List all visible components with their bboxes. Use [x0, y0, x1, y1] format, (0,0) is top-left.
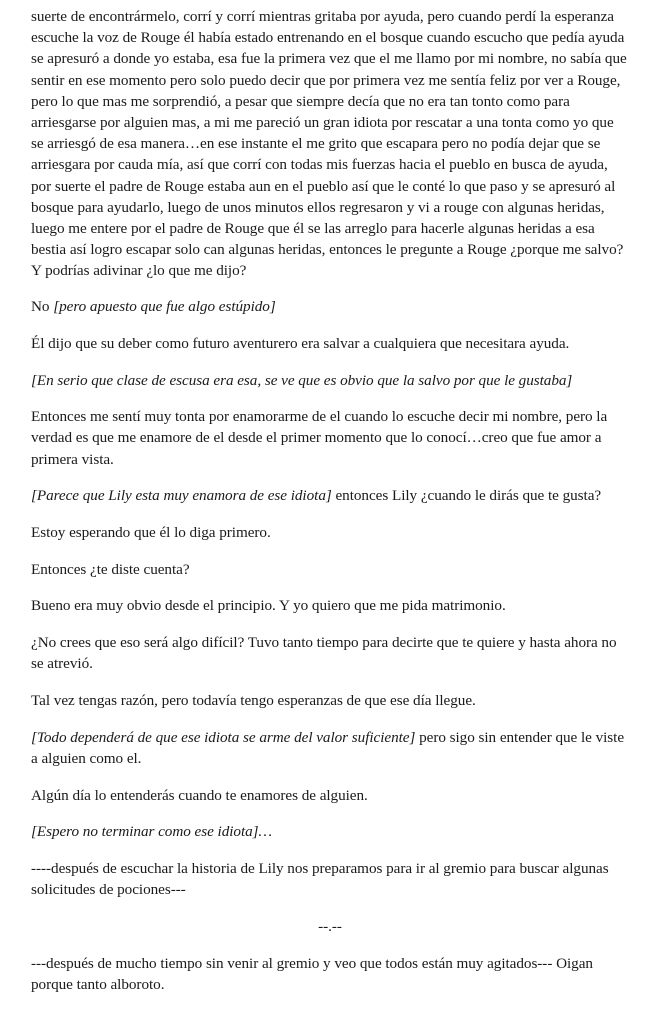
- paragraph-waiting: Estoy esperando que él lo diga primero.: [31, 524, 271, 542]
- scene-separator: --.--: [318, 918, 342, 935]
- inner-thought: [Parece que Lily esta muy enamora de ese idiota]: [31, 487, 332, 505]
- paragraph-guild-prep: ----después de escuchar la historia de Lily nos preparamos para ir al gremio para buscar algunas solicitudes de pociones---: [31, 860, 609, 899]
- paragraph-difficult: ¿No crees que eso será algo difícil? Tuvo tanto tiempo para decirte que te quiere y hasta ahora no se atrevió.: [31, 634, 617, 673]
- paragraph-hope: Tal vez tengas razón, pero todavía tengo esperanzas de que ese día llegue.: [31, 692, 476, 710]
- paragraph-rescue-story: suerte de encontrármelo, corrí y corrí mientras gritaba por ayuda, pero cuando perdí la esperanza escuche la voz de Rouge él había estado entrenando en el bosque cuando escucho que pedía ayuda se apresuró a donde yo estaba, esa fue la primera vez que el me llamo por mi nombre, no sabía que sentir en ese momento pero solo puedo decir que por primera vez me sentía feliz por ver a Rouge, pero lo que mas me sorprendió, a pesar que siempre decía que no era tan tonto como para arriesgarse por alguien mas, a mi me pareció un gran idiota por rescatar a una tonta como yo que se arriesgó de esa manera…en ese instante el me grito que escapara pero no podía dejar que se arriesgara por cauda mía, así que corrí con todas mis fuerzas hacia el pueblo en busca de ayuda, por suerte el padre de Rouge estaba aun en el pueblo así que le conté lo que paso y se apresuró al bosque para ayudarlo, luego de unos minutos ellos regresaron y vi a rouge con algunas heridas, luego me entere por el padre de Rouge que él se las arreglo para hacerle algunas heridas a esa bestia así logro escapar solo can algunas heridas, entonces le pregunte a Rouge ¿porque me salvo? Y podrías adivinar ¿lo que me dijo?: [31, 8, 627, 280]
- paragraph-guild-arrival: ---después de mucho tiempo sin venir al gremio y veo que todos están muy agitados--- Oigan porque tanto alboroto.: [31, 954, 593, 993]
- document-page: [31, 6, 629, 1011]
- inner-thought-excuse: [En serio que clase de escusa era esa, se ve que es obvio que la salvo por que le gustaba]: [31, 371, 573, 389]
- paragraph-courage: [31, 727, 629, 769]
- dialogue-text: No: [31, 298, 54, 316]
- dialogue-text: entonces Lily ¿cuando le dirás que te gusta?: [331, 487, 602, 505]
- inner-thought-hope-not: [Espero no terminar como ese idiota]…: [31, 823, 272, 841]
- paragraph-obvious: Bueno era muy obvio desde el principio. Y yo quiero que me pida matrimonio.: [31, 597, 506, 615]
- paragraph-when-tell: [31, 485, 629, 506]
- paragraph-noticed: Entonces ¿te diste cuenta?: [31, 560, 190, 578]
- paragraph-love-at-first-sight: Entonces me sentí muy tonta por enamorarme de el cuando lo escuche decir mi nombre, pero la verdad es que me enamore de el desde el primer momento que lo conocí…creo que fue amor a primera vista.: [31, 408, 608, 468]
- inner-thought: [pero apuesto que fue algo estúpido]: [53, 298, 276, 316]
- paragraph-someday: Algún día lo entenderás cuando te enamores de alguien.: [31, 786, 368, 804]
- inner-thought: [Todo dependerá de que ese idiota se arme del valor suficiente]: [31, 728, 416, 746]
- paragraph-duty: Él dijo que su deber como futuro aventurero era salvar a cualquiera que necesitara ayuda.: [31, 334, 570, 352]
- paragraph-no-answer: [31, 296, 629, 317]
- dialogue-text: pero sigo sin entender que le viste a alguien como el.: [31, 728, 625, 767]
